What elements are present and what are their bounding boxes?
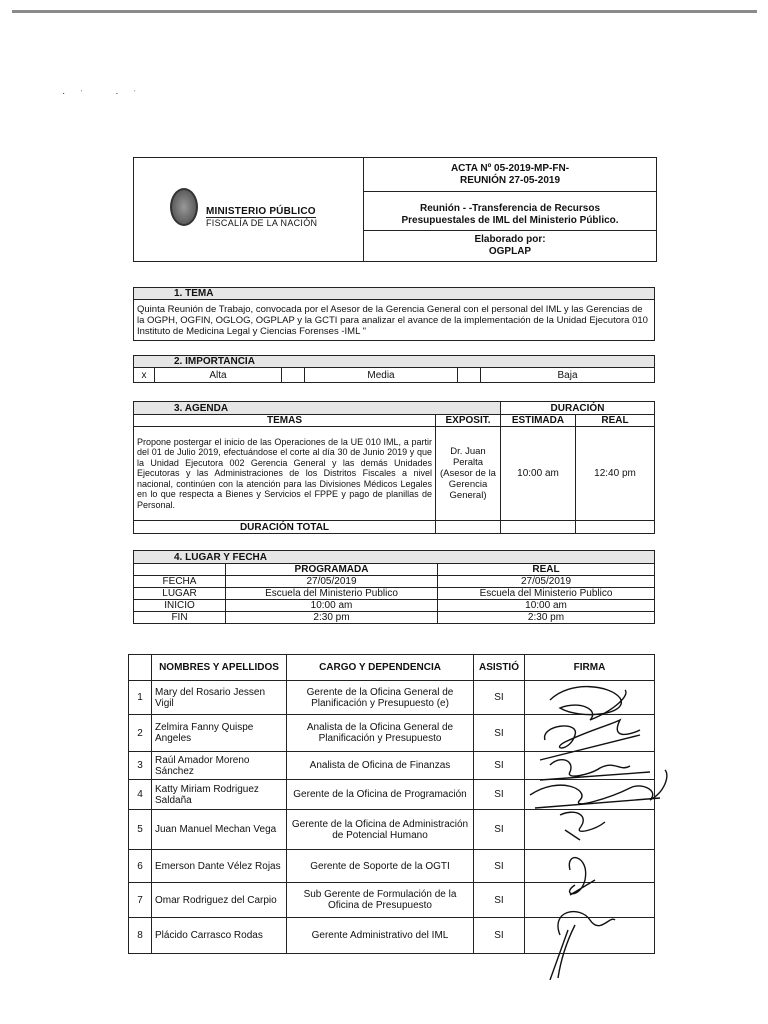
lugar-col-real: REAL <box>438 564 655 576</box>
asist-col-asistio: ASISTIÓ <box>474 655 525 681</box>
org-name: MINISTERIO PÚBLICO <box>206 206 316 217</box>
importancia-table <box>133 355 655 383</box>
attendee-number: 4 <box>129 780 152 810</box>
agenda-total-label: DURACIÓN TOTAL <box>134 521 436 534</box>
attendee-number: 5 <box>129 810 152 850</box>
tema-table <box>133 287 655 341</box>
attendee-cargo: Gerente de la Oficina de Administración de Potencial Humano <box>287 810 474 850</box>
attendee-row <box>129 752 655 780</box>
asist-col-cargo: CARGO Y DEPENDENCIA <box>287 655 474 681</box>
elaborado-cell <box>364 232 656 261</box>
importancia-mark: x <box>134 368 155 383</box>
attendee-name: Mary del Rosario Jessen Vigil <box>152 681 287 715</box>
attendee-name: Emerson Dante Vélez Rojas <box>152 850 287 883</box>
attendee-name: Juan Manuel Mechan Vega <box>152 810 287 850</box>
attendee-firma-cell <box>525 850 655 883</box>
asist-col-n <box>129 655 152 681</box>
tema-title: 1. TEMA <box>134 288 655 300</box>
importancia-alta: Alta <box>155 368 282 383</box>
attendee-asistio: SI <box>474 780 525 810</box>
attendee-asistio: SI <box>474 681 525 715</box>
agenda-col-temas: TEMAS <box>134 415 436 427</box>
lugar-title: 4. LUGAR Y FECHA <box>134 551 655 564</box>
attendee-name: Raúl Amador Moreno Sánchez <box>152 752 287 780</box>
lugar-col-prog: PROGRAMADA <box>226 564 438 576</box>
elaborado-label: Elaborado por: <box>474 234 546 245</box>
reunion-line-2: Presupuestales de IML del Ministerio Público. <box>401 215 619 226</box>
lugar-row-prog: 2:30 pm <box>226 612 438 624</box>
lugar-row <box>134 588 655 600</box>
attendee-name: Plácido Carrasco Rodas <box>152 918 287 954</box>
attendee-row <box>129 681 655 715</box>
attendee-row <box>129 883 655 918</box>
ministerio-seal-icon <box>170 188 198 226</box>
importancia-media-box <box>282 368 305 383</box>
attendee-firma-cell <box>525 918 655 954</box>
agenda-total-empty <box>436 521 501 534</box>
lugar-row-prog: Escuela del Ministerio Publico <box>226 588 438 600</box>
attendee-asistio: SI <box>474 715 525 752</box>
agenda-estimada: 10:00 am <box>501 427 576 521</box>
elaborado-value: OGPLAP <box>488 246 532 257</box>
attendee-cargo: Analista de la Oficina General de Planificación y Presupuesto <box>287 715 474 752</box>
importancia-baja-box <box>458 368 481 383</box>
agenda-col-estimada: ESTIMADA <box>501 415 576 427</box>
asist-col-nombres: NOMBRES Y APELLIDOS <box>152 655 287 681</box>
lugar-row <box>134 576 655 588</box>
agenda-table <box>133 401 655 534</box>
attendee-firma-cell <box>525 681 655 715</box>
agenda-col-real: REAL <box>576 415 655 427</box>
lugar-row-real: 10:00 am <box>438 600 655 612</box>
lugar-table <box>133 550 655 624</box>
attendee-row <box>129 850 655 883</box>
acta-cell <box>364 158 656 192</box>
attendee-asistio: SI <box>474 883 525 918</box>
lugar-row-label: LUGAR <box>134 588 226 600</box>
agenda-expositor: Dr. Juan Peralta (Asesor de la Gerencia General) <box>436 427 501 521</box>
document-header <box>133 157 657 262</box>
agenda-col-exposit: EXPOSIT. <box>436 415 501 427</box>
attendee-firma-cell <box>525 780 655 810</box>
lugar-col-empty <box>134 564 226 576</box>
tema-text: Quinta Reunión de Trabajo, convocada por el Asesor de la Gerencia General con el personal del IML y las Gerencias de la OGPH, OGFIN, OGLOG, OGPLAP y la GCTI para analizar el avance de la implementación de la Unidad Ejecutora 010 Instituto de Medicina Legal y Ciencias Forenses -IML " <box>134 300 655 341</box>
attendee-row <box>129 810 655 850</box>
attendee-asistio: SI <box>474 810 525 850</box>
attendee-number: 3 <box>129 752 152 780</box>
lugar-row-label: FECHA <box>134 576 226 588</box>
logo-area <box>134 158 364 261</box>
attendee-number: 8 <box>129 918 152 954</box>
attendee-number: 1 <box>129 681 152 715</box>
scan-top-border <box>12 10 757 13</box>
importancia-media: Media <box>305 368 458 383</box>
lugar-row-prog: 10:00 am <box>226 600 438 612</box>
attendee-row <box>129 918 655 954</box>
lugar-row-real: 2:30 pm <box>438 612 655 624</box>
attendee-number: 2 <box>129 715 152 752</box>
lugar-row-real: Escuela del Ministerio Publico <box>438 588 655 600</box>
attendee-firma-cell <box>525 883 655 918</box>
attendee-number: 7 <box>129 883 152 918</box>
asistentes-table <box>128 654 655 954</box>
attendee-firma-cell <box>525 715 655 752</box>
asist-col-firma: FIRMA <box>525 655 655 681</box>
attendee-asistio: SI <box>474 752 525 780</box>
scan-specks: · ˑ · ˑ <box>62 88 143 99</box>
importancia-baja: Baja <box>481 368 655 383</box>
attendee-number: 6 <box>129 850 152 883</box>
lugar-row-prog: 27/05/2019 <box>226 576 438 588</box>
attendee-name: Zelmira Fanny Quispe Angeles <box>152 715 287 752</box>
org-subname: FISCALÍA DE LA NACIÓN <box>206 218 318 228</box>
attendee-cargo: Analista de Oficina de Finanzas <box>287 752 474 780</box>
attendee-row <box>129 715 655 752</box>
attendee-cargo: Gerente de la Oficina General de Planificación y Presupuesto (e) <box>287 681 474 715</box>
attendee-name: Omar Rodriguez del Carpio <box>152 883 287 918</box>
attendee-asistio: SI <box>474 918 525 954</box>
lugar-row <box>134 612 655 624</box>
attendee-cargo: Gerente Administrativo del IML <box>287 918 474 954</box>
attendee-cargo: Gerente de la Oficina de Programación <box>287 780 474 810</box>
attendee-cargo: Gerente de Soporte de la OGTI <box>287 850 474 883</box>
attendee-firma-cell <box>525 810 655 850</box>
reunion-cell <box>364 193 656 231</box>
attendee-firma-cell <box>525 752 655 780</box>
agenda-total-estimada <box>501 521 576 534</box>
attendee-asistio: SI <box>474 850 525 883</box>
reunion-line-1: Reunión - -Transferencia de Recursos <box>419 203 601 214</box>
agenda-title: 3. AGENDA <box>134 402 501 415</box>
lugar-row-real: 27/05/2019 <box>438 576 655 588</box>
attendee-cargo: Sub Gerente de Formulación de la Oficina de Presupuesto <box>287 883 474 918</box>
importancia-title: 2. IMPORTANCIA <box>134 356 655 368</box>
acta-number: ACTA Nº 05-2019-MP-FN- <box>450 163 570 174</box>
agenda-real: 12:40 pm <box>576 427 655 521</box>
lugar-row-label: INICIO <box>134 600 226 612</box>
attendee-name: Katty Miriam Rodriguez Saldaña <box>152 780 287 810</box>
agenda-total-real <box>576 521 655 534</box>
lugar-row-label: FIN <box>134 612 226 624</box>
reunion-date: REUNIÓN 27-05-2019 <box>459 175 561 186</box>
agenda-duracion: DURACIÓN <box>501 402 655 415</box>
lugar-row <box>134 600 655 612</box>
agenda-tema-text: Propone postergar el inicio de las Operaciones de la UE 010 IML, a partir del 01 de Julio 2019, efectuándose el corte al día 30 de Junio 2019 y que la Unidad Ejecutora 002 Gerencia General y las demás Unidades Ejecutoras y las Administraciones de los Distritos Fiscales a nivel nacional, continúen con la atención para las Divisiones Médicos Legales en lo que respecta a Bienes y Servicios el FPPE y pago de planillas de Personal. <box>134 427 436 521</box>
attendee-row <box>129 780 655 810</box>
